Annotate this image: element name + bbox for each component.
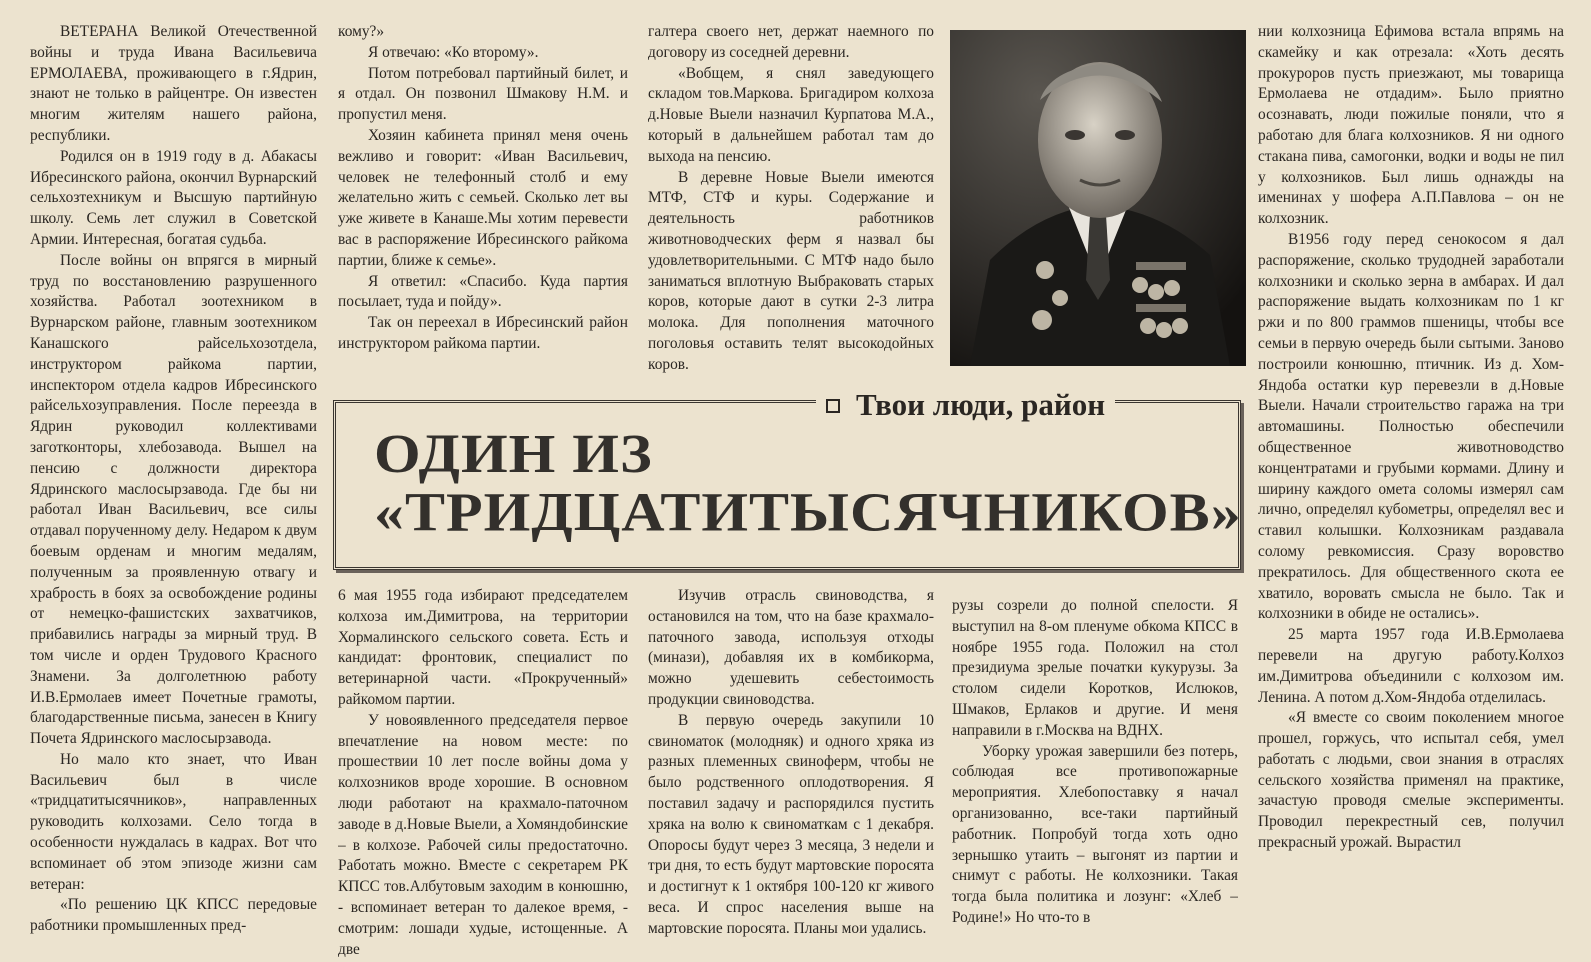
article-column-6: [648, 586, 934, 962]
article-column-3: [648, 22, 934, 382]
paragraph: Но мало кто знает, что Иван Васильевич был в числе «тридцатитысячников», направленных руководить колхозами. Село тогда в особенности нуждалась в кадрах. Вот что вспоминает об этом эпизоде жизни сам ветеран:: [30, 750, 317, 893]
paragraph: «Вобщем, я снял заведующего складом тов.Маркова. Бригадиром колхоза д.Новые Выели назначил Курпатова М.А., который в дальнейшем работал там до выхода на пенсию.: [648, 64, 934, 165]
article-column-1: [30, 22, 317, 962]
paragraph: 6 мая 1955 года избирают председателем колхоза им.Димитрова, на территории Хормалинского сельского совета. Есть и кандидат: фронтовик, специалист по ветеринарной части. «Прокрученный» райкомом партии.: [338, 587, 628, 708]
article-column-7: [952, 596, 1238, 962]
lead-paragraph: ВЕТЕРАНА Великой Отечественной войны и труда Ивана Васильевича ЕРМОЛАЕВА, проживающего в г.Ядрин, знают не только в райцентре. Он известен многим жителям нашего района, республики.: [30, 23, 317, 144]
paragraph: галтера своего нет, держат наемного по договору из соседней деревни.: [648, 23, 934, 61]
article-column-2: [338, 22, 628, 382]
paragraph: «Я вместе со своим поколением многое прошел, горжусь, что испытал себя, умел работать с людьми, свои знания в отраслях сельского хозяйства применял на практике, зачастую проводя смелые эксперименты. Проводил перекрестный сев, получил прекрасный урожай. Вырастил: [1258, 709, 1564, 852]
paragraph: Уборку урожая завершили без потерь, соблюдая все противопожарные мероприятия. Хлебопоставку я начал организованно, все-таки партийный работник. Попробуй тогда хоть одно зернышко утаить – выгонят из партии и снимут с работы. Не колхозники. Такая тогда была политика и лозунг: «Хлеб – Родине!» Но что-то в: [952, 742, 1238, 926]
square-bullet-icon: [826, 399, 840, 413]
rubric-label: Твои люди, район: [856, 387, 1106, 422]
paragraph: нии колхозница Ефимова встала впрямь на скамейку и как отрезала: «Хоть десять прокуроров пусть приезжают, мы товарища Ермолаева не отдадим». Было приятно осознавать, люди пожилые поняли, что я работаю для блага колхозников. Я ни одного стакана пива, самогонки, водки и воды не пил у колхозников. Был лишь однажды на именинах у шофера А.П.Павлова – он не колхозник.: [1258, 23, 1564, 228]
portrait-photo: [950, 30, 1246, 366]
article-column-4: [1258, 22, 1564, 962]
paragraph: Изучив отрасль свиноводства, я остановился на том, что на базе крахмало-паточного завода, используя отходы (минази), добавляя их в комбикорма, можно удешевить себестоимость продукции свиноводства.: [648, 587, 934, 708]
paragraph: рузы созрели до полной спелости. Я выступил на 8-ом пленуме обкома КПСС в ноябре 1955 года. Положил на стол президиума зрелые початки кукурузы. За столом сидели Коротков, Ислюков, Шмаков, Ерлаков и другие. И меня направили в г.Москва на ВДНХ.: [952, 597, 1238, 739]
section-rubric: [816, 388, 1115, 422]
paragraph: кому?»: [338, 23, 385, 40]
paragraph: У новоявленного председателя первое впечатление на новом месте: по прошествии 10 лет после войны дома у колхозников вроде хорошие. В основном люди работают на крахмало-паточном заводе в д.Новые Выели, а Хомяндобинские – в колхозе. Рабочей силы предостаточно. Работать можно. Вместе с секретарем РК КПСС тов.Албутовым заходим в конюшню, - вспоминает ветеран то далекое время, - смотрим: лошади худые, истощенные. А две: [338, 711, 628, 958]
paragraph: Хозяин кабинета принял меня очень вежливо и говорит: «Иван Васильевич, человек не телефонный столб и ему желательно жить с семьей. Сколько лет вы уже живете в Канаше.Мы хотим перевести вас в распоряжение Ибресинского райкома партии, ближе к семье».: [338, 126, 628, 269]
headline-line-1: ОДИН ИЗ: [374, 423, 653, 484]
paragraph: Я ответил: «Спасибо. Куда партия посылает, туда и пойду».: [338, 272, 628, 311]
paragraph: «По решению ЦК КПСС передовые работники промышленных пред-: [30, 896, 317, 935]
paragraph: Я отвечаю: «Ко второму».: [368, 43, 539, 61]
headline-line-2: «ТРИДЦАТИТЫСЯЧНИКОВ»: [374, 481, 1242, 543]
paragraph: Родился он в 1919 году в д. Абакасы Ибресинского района, окончил Вурнарский сельхозтехникум и Высшую партийную школу. Семь лет служил в Советской Армии. Интересная, богатая судьба.: [30, 147, 317, 248]
paragraph: После войны он впрягся в мирный труд по восстановлению разрушенного хозяйства. Работал зоотехником в Вурнарском районе, главным зоотехником Канашского райсельхозотдела, инструктором райкома партии, инспектором отдела кадров Ибресинского райсельхозуправления. После переезда в Ядрин руководил коллективами заготконторы, хлебозавода. Вышел на пенсию с должности директора Ядринского маслосырзавода. Где бы ни работал Иван Васильевич, все силы отдавал порученному делу. Недаром к двум боевым орденам и многим медалям, полученным за проявленную отвагу и храбрость в боях за освобождение родины от немецко-фашистских захватчиков, прибавились награды за мирный труд. В том числе и орден Трудового Красного Знамени. За долголетнюю работу И.В.Ермолаев имеет Почетные грамоты, благодарственные письма, занесен в Книгу Почета Ядринского маслосырзавода.: [30, 251, 317, 748]
paragraph: В деревне Новые Выели имеются МТФ, СТФ и куры. Содержание и деятельность работников животноводческих ферм я назвал бы удовлетворительными. С МТФ надо было заниматься вплотную Выбраковать старых коров, которые дают в сутки 2-3 литра молока. Для пополнения маточного поголовья оставить телят высокодойных коров.: [648, 168, 934, 373]
article-column-5: [338, 586, 628, 962]
portrait-image: [950, 30, 1246, 366]
paragraph: Потом потребовал партийный билет, и я отдал. Он позвонил Шмакову Н.М. и пропустил меня.: [338, 64, 628, 124]
paragraph: Так он переехал в Ибресинский район инструктором райкома партии.: [338, 314, 628, 352]
paragraph: 25 марта 1957 года И.В.Ермолаева перевели на другую работу.Колхоз им.Димитрова объединили с колхозом им. Ленина. А потом д.Хом-Яндоба отделилась.: [1258, 626, 1564, 706]
paragraph: В1956 году перед сенокосом я дал распоряжение, сколько трудодней заработали колхозники и сколько зерна в амбарах. И дал распоряжение выдать колхозникам по 1 кг ржи и по 800 граммов пшеницы, чтобы все семьи в первую очередь были сытыми. Заново построили конюшню, птичник. Из д. Хом-Яндоба остатки кур перевезли в д.Новые Выели. Начали строительство гаража на три автомашины. Полностью обеспечили общественное животноводство концентратами и грубыми кормами. Длину и ширину каждого омета соломы измерял сам лично, определял кубометры, определял вес и ставил колышки. Колхозникам раздавала солому ревкомиссия. Сразу воровство прекратилось. Для общественного скота ее хватило, воровать смысла не было. Так и колхозники в обиде не остались».: [1258, 230, 1564, 623]
paragraph: В первую очередь закупили 10 свиноматок (молодняк) и одного хряка из разных племенных свиноферм, чтобы не было родственного оплодотворения. Я поставил задачу и распорядился пустить хряка на волю к свиноматкам с 1 декабря. Опоросы будут через 3 месяца, 3 недели и три дня, то есть будут мартовские поросята и достигнут к 1 октября 100-120 кг живого веса. И спрос населения выше на мартовские поросята. Планы мои удались.: [648, 711, 934, 937]
article-headline: [374, 423, 1242, 543]
